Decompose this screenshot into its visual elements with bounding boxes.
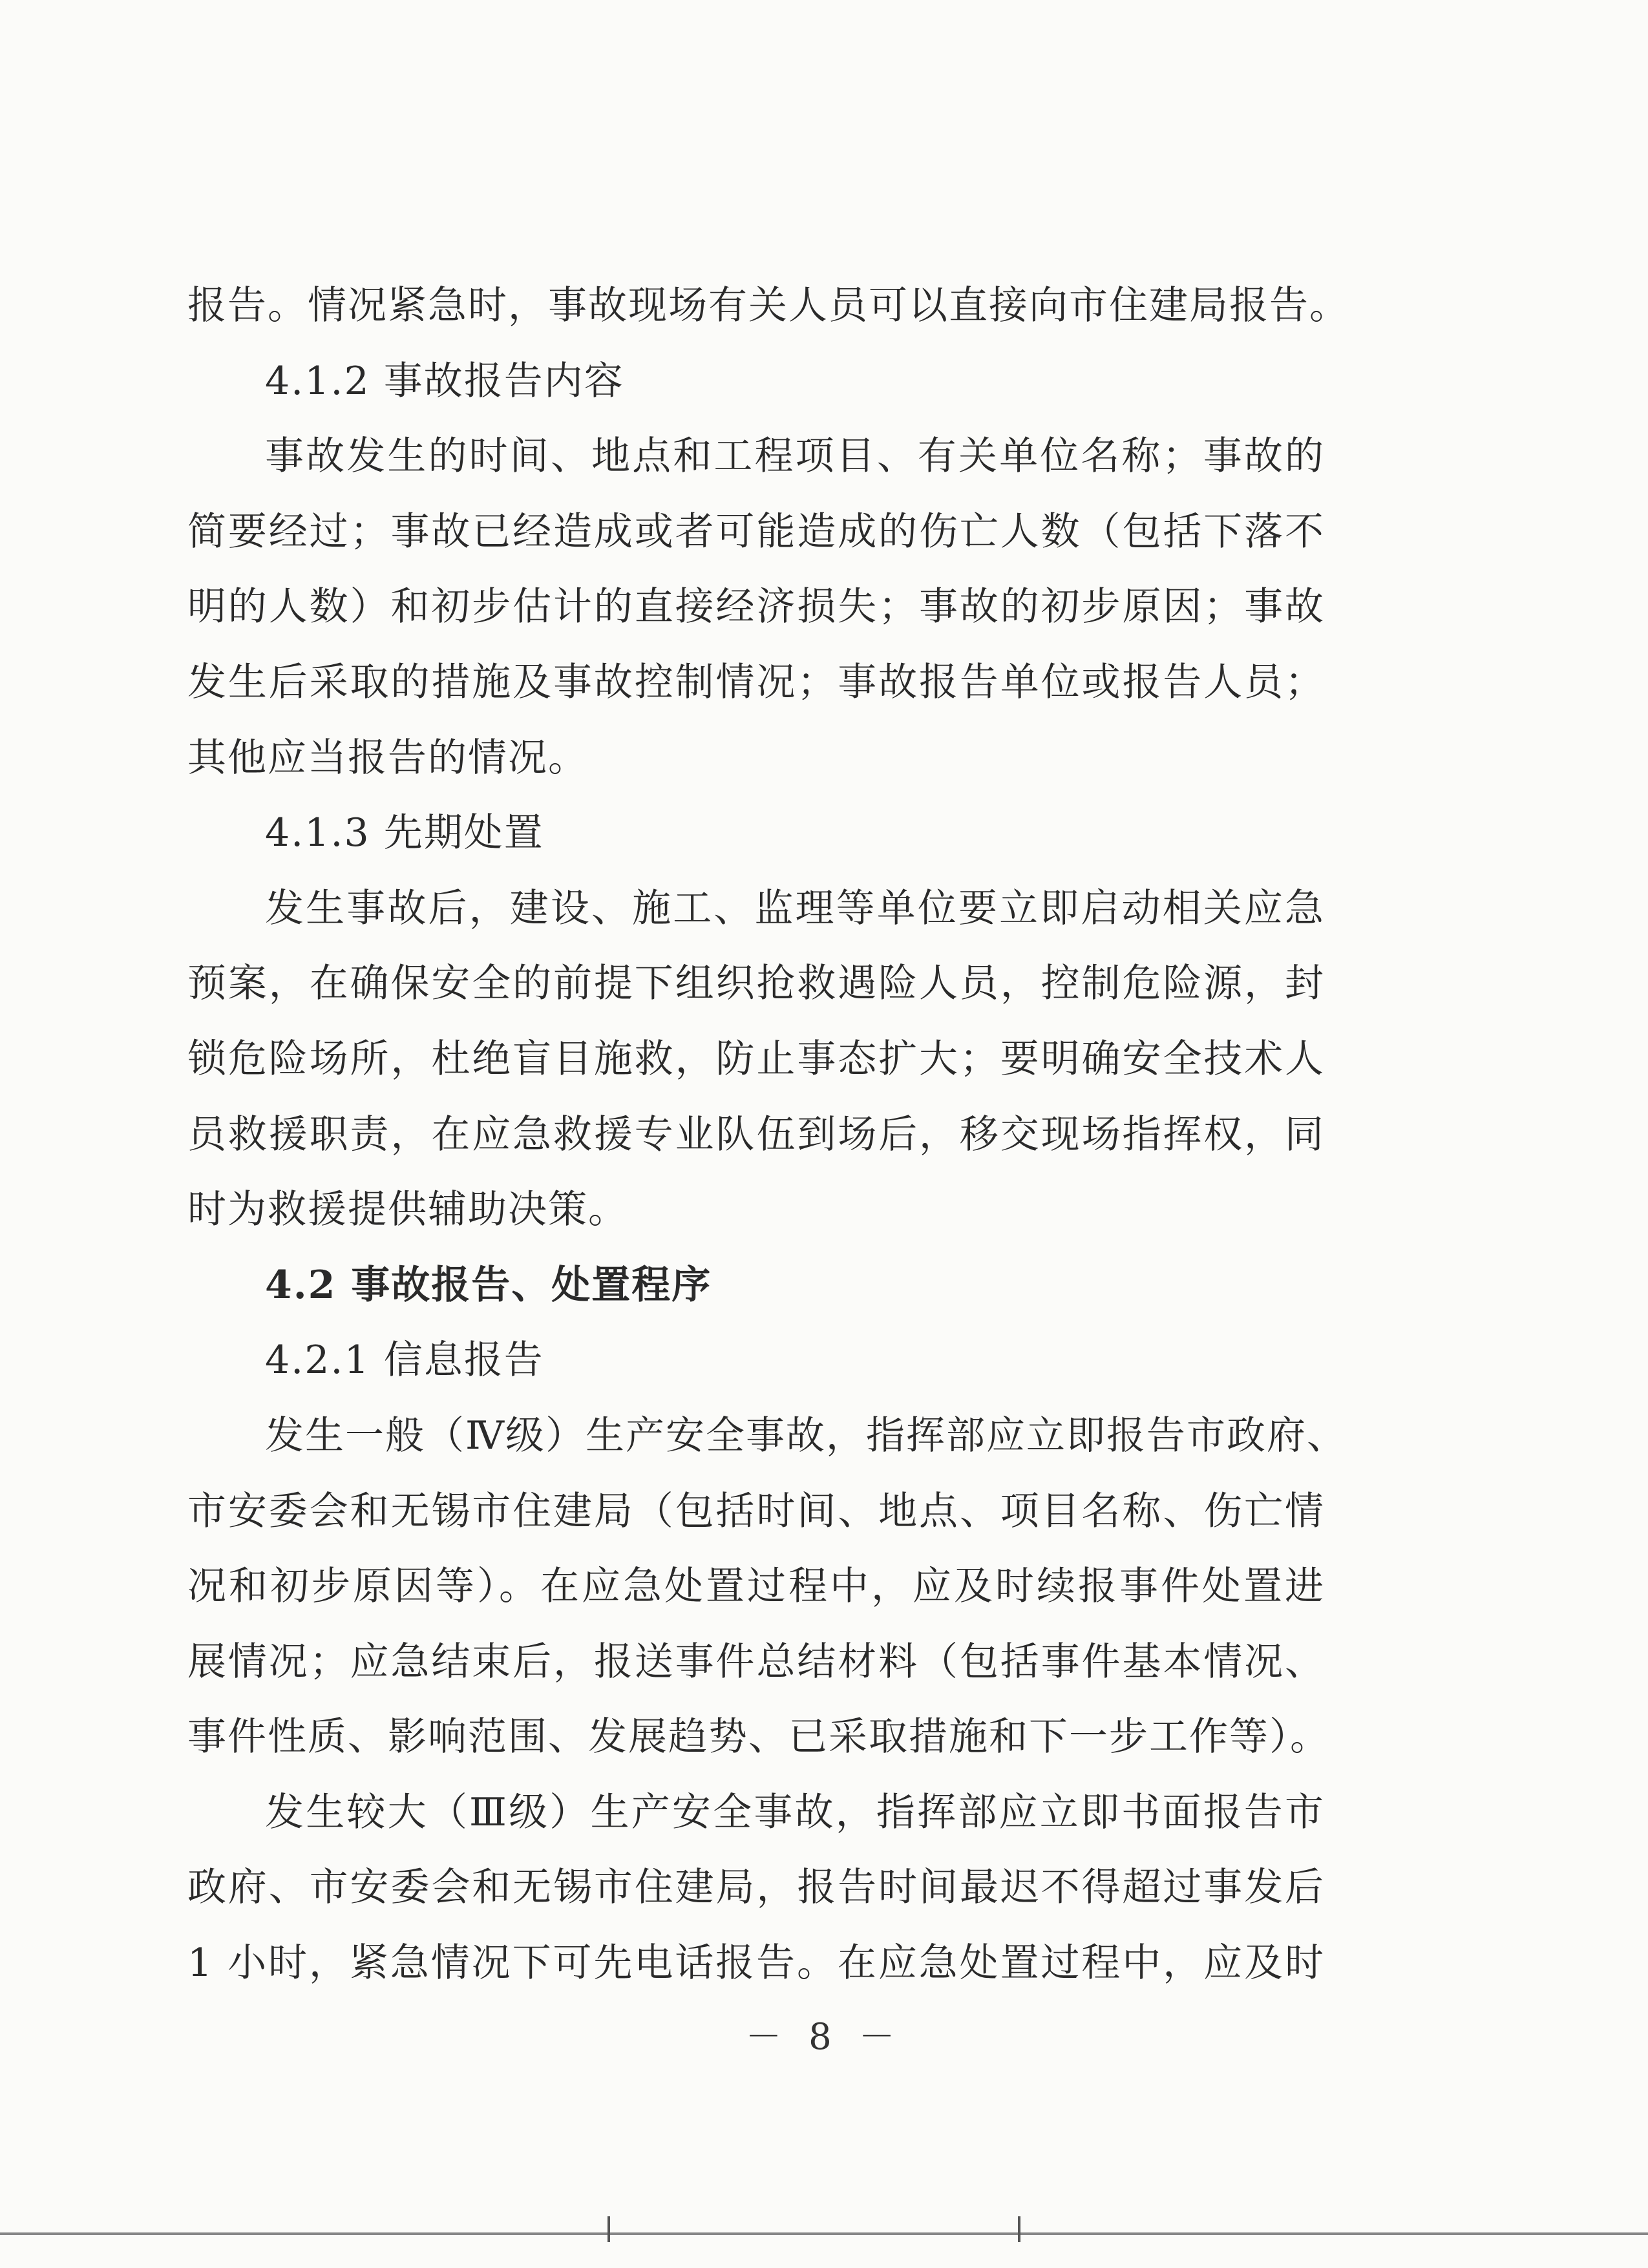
page-number: － 8 －	[745, 2016, 903, 2058]
paragraph-line: 预案，在确保安全的前提下组织抢救遇险人员，控制危险源，封	[187, 961, 1325, 1007]
paragraph-line: 发生事故后，建设、施工、监理等单位要立即启动相关应急	[265, 885, 1325, 931]
paragraph-line: 明的人数）和初步估计的直接经济损失；事故的初步原因；事故	[187, 584, 1325, 630]
paragraph-line: 事故发生的时间、地点和工程项目、有关单位名称；事故的	[265, 434, 1325, 479]
paragraph-line: 发生一般（Ⅳ级）生产安全事故，指挥部应立即报告市政府、	[265, 1412, 1347, 1458]
section-heading-4-2: 4.2 事故报告、处置程序	[265, 1262, 712, 1308]
section-heading-4-2-1: 4.2.1 信息报告	[265, 1338, 544, 1383]
paragraph-line: 1 小时，紧急情况下可先电话报告。在应急处置过程中，应及时	[187, 1940, 1325, 1986]
paragraph-line: 发生后采取的措施及事故控制情况；事故报告单位或报告人员；	[187, 659, 1325, 705]
paragraph-line: 市安委会和无锡市住建局（包括时间、地点、项目名称、伤亡情	[187, 1488, 1325, 1534]
section-heading-4-1-3: 4.1.3 先期处置	[265, 810, 544, 856]
scan-edge-line	[0, 2232, 1648, 2235]
paragraph-line: 况和初步原因等）。在应急处置过程中，应及时续报事件处置进	[187, 1564, 1325, 1610]
scan-edge-tick	[1018, 2216, 1020, 2242]
section-heading-4-1-2: 4.1.2 事故报告内容	[265, 358, 624, 404]
paragraph-line: 简要经过；事故已经造成或者可能造成的伤亡人数（包括下落不	[187, 509, 1325, 554]
paragraph-line: 展情况；应急结束后，报送事件总结材料（包括事件基本情况、	[187, 1639, 1325, 1685]
scan-edge-tick	[607, 2216, 610, 2242]
paragraph-line: 时为救援提供辅助决策。	[187, 1187, 628, 1233]
paragraph-line: 报告。情况紧急时，事故现场有关人员可以直接向市住建局报告。	[187, 283, 1349, 328]
paragraph-line: 其他应当报告的情况。	[187, 735, 588, 781]
paragraph-line: 员救援职责，在应急救援专业队伍到场后，移交现场指挥权，同	[187, 1111, 1325, 1157]
paragraph-line: 政府、市安委会和无锡市住建局，报告时间最迟不得超过事发后	[187, 1865, 1325, 1911]
paragraph-line: 锁危险场所，杜绝盲目施救，防止事态扩大；要明确安全技术人	[187, 1036, 1325, 1082]
paragraph-line: 发生较大（Ⅲ级）生产安全事故，指挥部应立即书面报告市	[265, 1789, 1325, 1835]
document-body	[187, 268, 1349, 2001]
paragraph-line: 事件性质、影响范围、发展趋势、已采取措施和下一步工作等）。	[187, 1714, 1330, 1760]
